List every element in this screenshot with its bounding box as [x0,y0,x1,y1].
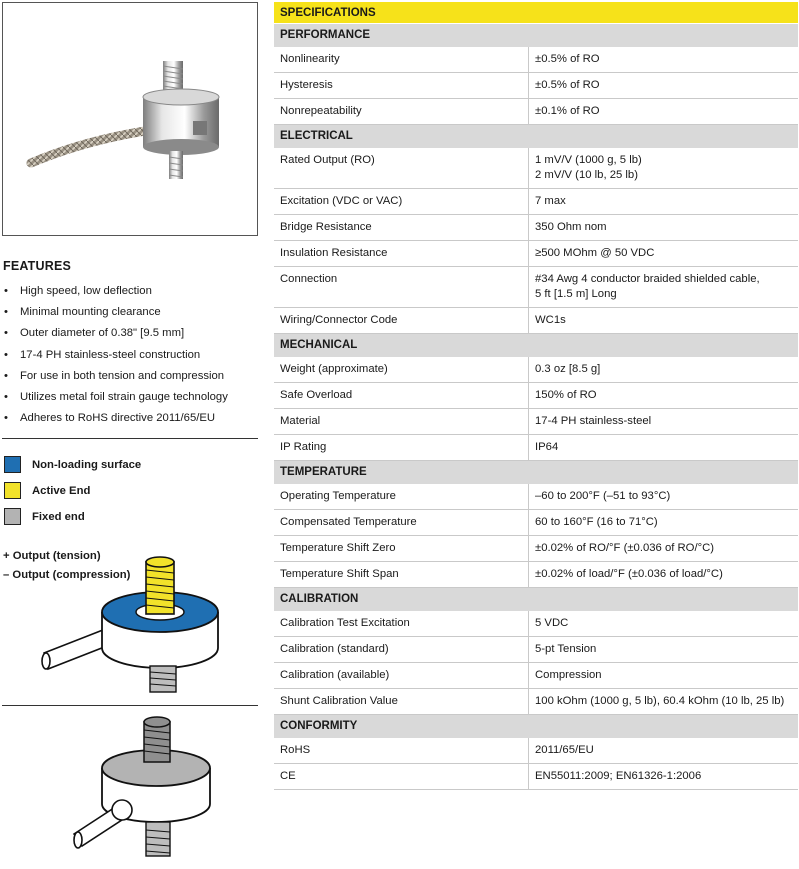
divider [2,438,258,439]
table-row [274,409,798,435]
spec-value: 100 kOhm (1000 g, 5 lb), 60.4 kOhm (10 lb, 25 lb) [535,695,785,707]
legend-label: Non-loading surface [32,458,142,471]
table-row [274,738,798,764]
spec-value: Compression [535,669,602,681]
spec-key: Material [274,409,529,434]
table-row [274,189,798,215]
output-tension-label: + Output (tension) [3,550,101,562]
table-row [274,536,798,562]
feature-item: • Outer diameter of 0.38" [9.5 mm] [3,323,259,344]
legend [4,455,254,533]
blue-swatch [4,456,21,473]
spec-value: IP64 [535,441,559,453]
spec-key: Wiring/Connector Code [274,308,529,333]
legend-item-fixed-end [4,507,254,526]
specifications-title: SPECIFICATIONS [274,2,798,24]
features-list [3,281,259,429]
spec-value: –60 to 200°F (–51 to 93°C) [535,490,671,502]
spec-key: IP Rating [274,435,529,460]
spec-key: Excitation (VDC or VAC) [274,189,529,214]
features-title: FEATURES [3,259,72,273]
table-row [274,510,798,536]
section-electrical: ELECTRICAL [274,125,798,148]
output-compression-label: – Output (compression) [3,569,131,581]
spec-key: Connection [274,267,529,307]
spec-key: Hysteresis [274,73,529,98]
spec-key: Nonlinearity [274,47,529,72]
spec-value: 5-pt Tension [535,643,597,655]
spec-value: ±0.5% of RO [535,79,600,91]
spec-value: ±0.1% of RO [535,105,600,117]
table-row [274,383,798,409]
spec-value: ≥500 MOhm @ 50 VDC [535,247,655,259]
spec-value: 350 Ohm nom [535,221,607,233]
section-mechanical: MECHANICAL [274,334,798,357]
product-photo [2,2,258,236]
yellow-swatch [4,482,21,499]
spec-value: WC1s [535,314,566,326]
table-row [274,663,798,689]
table-row [274,148,798,189]
spec-value: 17-4 PH stainless-steel [535,415,652,427]
table-row [274,611,798,637]
spec-key: RoHS [274,738,529,763]
feature-item: • 17-4 PH stainless-steel construction [3,345,259,366]
table-row [274,562,798,588]
table-row [274,47,798,73]
table-row [274,484,798,510]
table-row [274,764,798,790]
feature-item: • Minimal mounting clearance [3,302,259,323]
spec-key: Temperature Shift Span [274,562,529,587]
features-section [3,259,259,429]
feature-item: • Adheres to RoHS directive 2011/65/EU [3,408,259,429]
legend-item-active-end [4,481,254,500]
table-row [274,435,798,461]
load-cell-photo-image [3,3,257,235]
spec-key: Bridge Resistance [274,215,529,240]
table-row [274,241,798,267]
table-row [274,73,798,99]
tension-diagram [30,548,230,696]
spec-value: 0.3 oz [8.5 g] [535,363,601,375]
spec-key: Calibration Test Excitation [274,611,529,636]
section-calibration: CALIBRATION [274,588,798,611]
spec-value: ±0.02% of load/°F (±0.036 of load/°C) [535,568,723,580]
spec-value: EN55011:2009; EN61326-1:2006 [535,770,702,782]
specifications-table [274,2,798,790]
spec-value: ±0.5% of RO [535,53,600,65]
gray-swatch [4,508,21,525]
spec-value: 7 max [535,195,566,207]
spec-key: Compensated Temperature [274,510,529,535]
section-performance: PERFORMANCE [274,24,798,47]
spec-value: #34 Awg 4 conductor braided shielded cable, 5 ft [1.5 m] Long [535,273,760,300]
legend-label: Active End [32,484,91,497]
table-row [274,215,798,241]
legend-label: Fixed end [32,510,85,523]
divider [2,705,258,706]
table-row [274,357,798,383]
spec-key: Operating Temperature [274,484,529,509]
spec-value: 2011/65/EU [535,744,594,756]
spec-value: 150% of RO [535,389,597,401]
section-temperature: TEMPERATURE [274,461,798,484]
legend-item-non-loading [4,455,254,474]
table-row [274,267,798,308]
spec-key: Temperature Shift Zero [274,536,529,561]
table-row [274,308,798,334]
spec-key: Calibration (available) [274,663,529,688]
spec-value: ±0.02% of RO/°F (±0.036 of RO/°C) [535,542,715,554]
spec-key: CE [274,764,529,789]
table-row [274,689,798,715]
feature-item: • High speed, low deflection [3,281,259,302]
spec-key: Rated Output (RO) [274,148,529,188]
spec-value: 1 mV/V (1000 g, 5 lb) 2 mV/V (10 lb, 25 lb) [535,154,642,181]
spec-value: 60 to 160°F (16 to 71°C) [535,516,658,528]
spec-key: Weight (approximate) [274,357,529,382]
table-row [274,637,798,663]
spec-key: Nonrepeatability [274,99,529,124]
table-row [274,99,798,125]
spec-value: 5 VDC [535,617,569,629]
spec-key: Insulation Resistance [274,241,529,266]
compression-diagram [60,712,240,862]
spec-key: Shunt Calibration Value [274,689,529,714]
feature-item: • Utilizes metal foil strain gauge technology [3,387,259,408]
section-conformity: CONFORMITY [274,715,798,738]
spec-key: Safe Overload [274,383,529,408]
spec-key: Calibration (standard) [274,637,529,662]
feature-item: • For use in both tension and compression [3,366,259,387]
